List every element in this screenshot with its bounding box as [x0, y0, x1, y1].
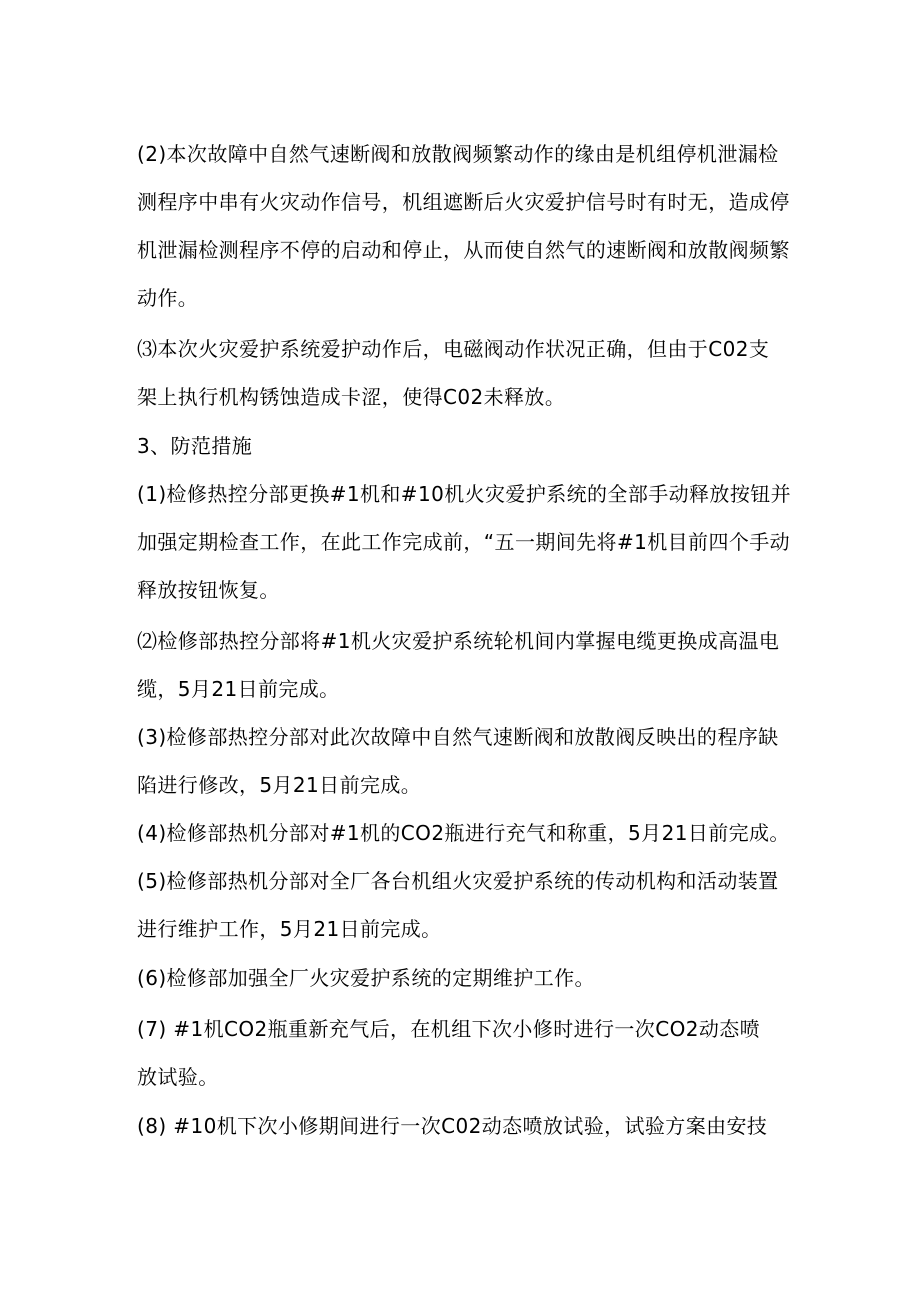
text-line: 陷进行修改，5月21日前完成。: [137, 773, 422, 797]
text-line: (1)检修热控分部更换#1机和#10机火灾爱护系统的全部手动释放按钮并: [137, 482, 792, 506]
text-line: (3)检修部热控分部对此次故障中自然气速断阀和放散阀反映出的程序缺: [137, 725, 779, 749]
text-line: ⑵检修部热控分部将#1机火灾爱护系统轮机间内掌握电缆更换成高温电: [137, 629, 780, 653]
text-line: 缆，5月21日前完成。: [137, 677, 340, 701]
text-line: (8) #10机下次小修期间进行一次C02动态喷放试验，试验方案由安技: [137, 1114, 768, 1138]
text-line: 放试验。: [137, 1065, 219, 1089]
text-line: (4)检修部热机分部对#1机的CO2瓶进行充气和称重，5月21日前完成。: [137, 821, 790, 845]
text-line: 释放按钮恢复。: [137, 578, 280, 602]
section-heading: 3、防范措施: [137, 434, 253, 458]
text-line: (2)本次故障中自然气速断阀和放散阀频繁动作的缘由是机组停机泄漏检: [137, 142, 779, 166]
text-line: 进行维护工作，5月21日前完成。: [137, 917, 442, 941]
text-line: 架上执行机构锈蚀造成卡涩，使得C02未释放。: [137, 385, 566, 409]
text-line: (7) #1机CO2瓶重新充气后，在机组下次小修时进行一次CO2动态喷: [137, 1017, 761, 1041]
text-line: (5)检修部热机分部对全厂各台机组火灾爱护系统的传动机构和活动装置: [137, 869, 779, 893]
text-line: 机泄漏检测程序不停的启动和停止，从而使自然气的速断阀和放散阀频繁: [137, 238, 790, 262]
text-line: 测程序中串有火灾动作信号，机组遮断后火灾爱护信号时有时无，造成停: [137, 190, 790, 214]
text-line: (6)检修部加强全厂火灾爱护系统的定期维护工作。: [137, 966, 595, 990]
text-line: 动作。: [137, 286, 199, 310]
text-line: 加强定期检查工作，在此工作完成前，“五一期间先将#1机目前四个手动: [137, 530, 791, 554]
text-line: ⑶本次火灾爱护系统爱护动作后，电磁阀动作状况正确，但由于C02支: [137, 337, 770, 361]
